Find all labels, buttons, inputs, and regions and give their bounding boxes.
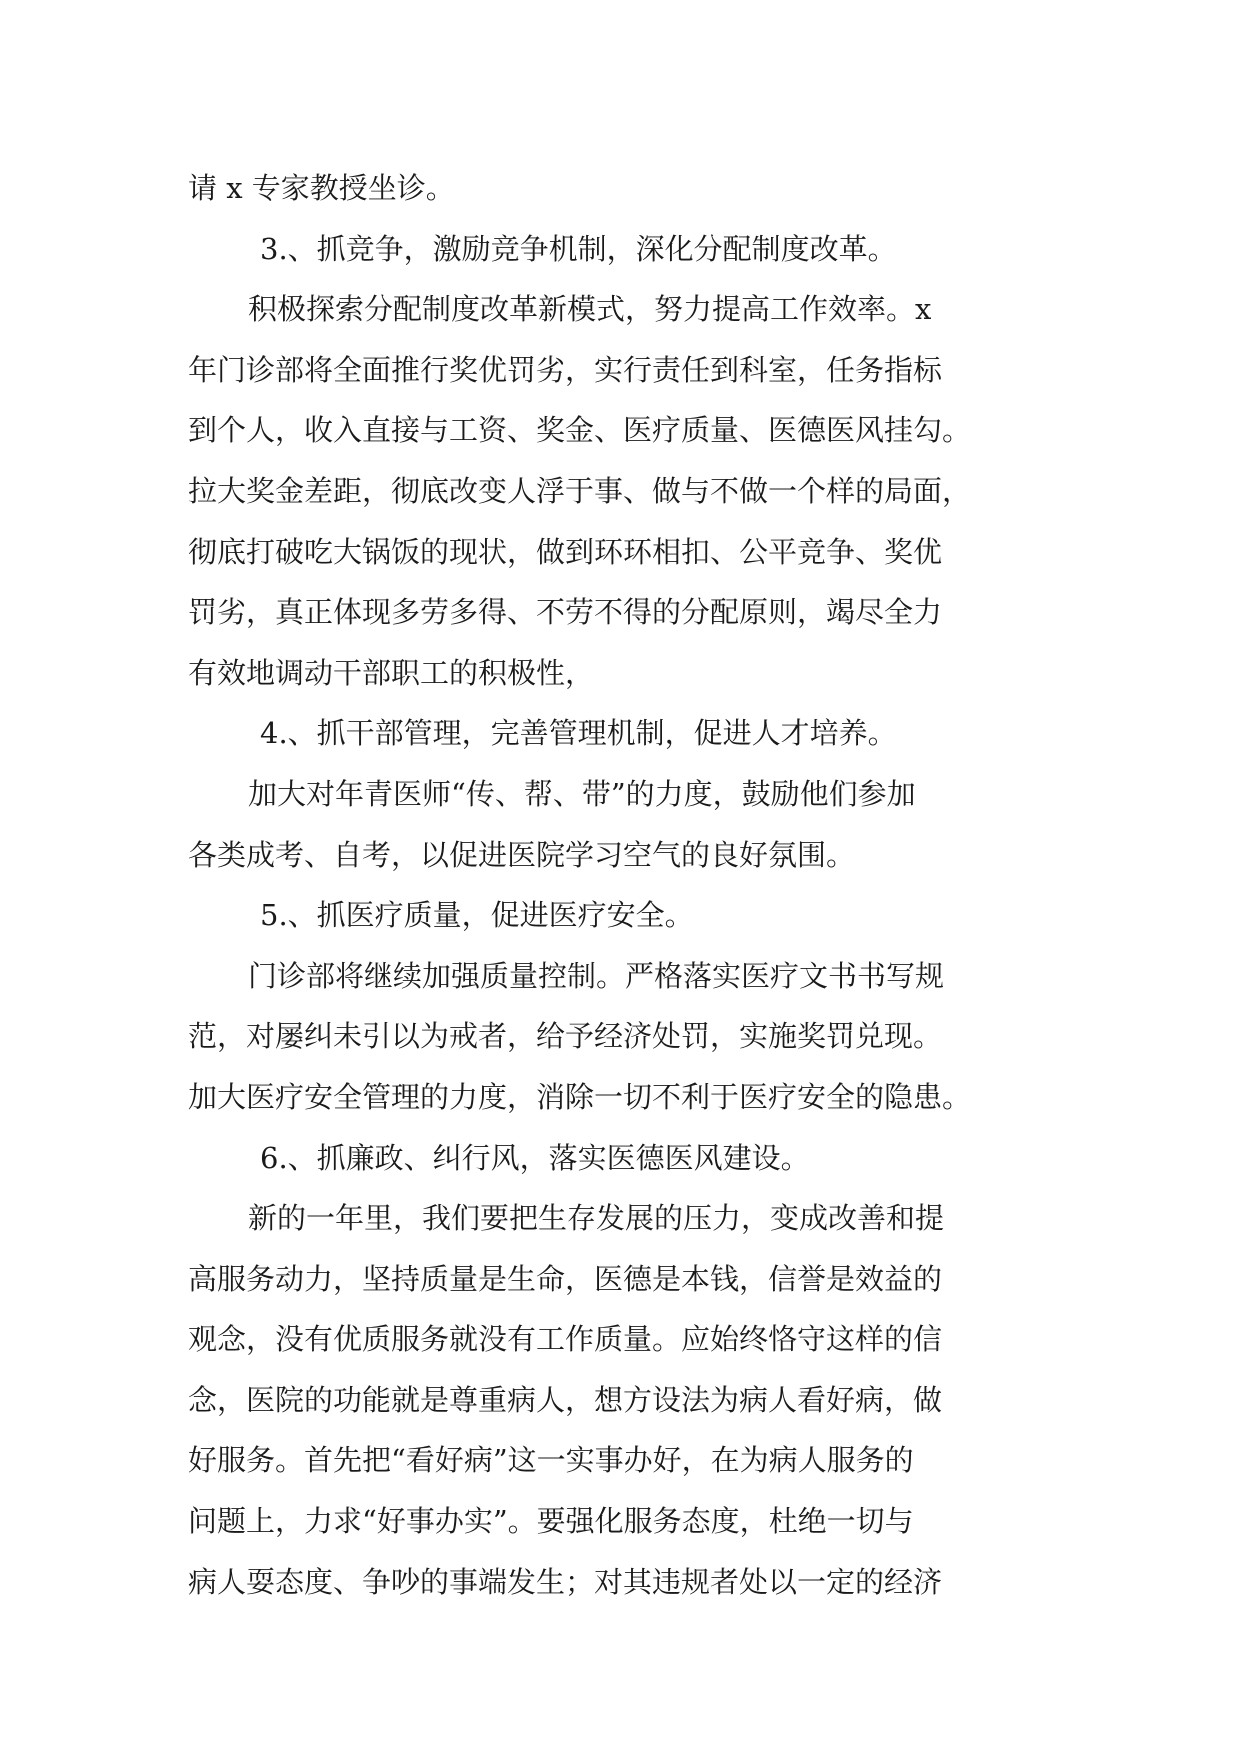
section-heading-6: 6.、抓廉政、纠行风，落实医德医风建设。 — [260, 1140, 810, 1175]
paragraph-line-15: 观念，没有优质服务就没有工作质量。应始终恪守这样的信 — [188, 1322, 943, 1357]
paragraph-line-10: 门诊部将继续加强质量控制。严格落实医疗文书书写规 — [248, 958, 945, 993]
paragraph-line-7: 有效地调动干部职工的积极性， — [188, 655, 595, 690]
paragraph-line-14: 高服务动力，坚持质量是生命，医德是本钱，信誉是效益的 — [188, 1261, 943, 1296]
paragraph-line-11: 范，对屡纠未引以为戒者，给予经济处罚，实施奖罚兑现。 — [188, 1019, 943, 1054]
paragraph-line-17: 好服务。首先把“看好病”这一实事办好，在为病人服务的 — [188, 1443, 914, 1478]
document-body — [188, 158, 1058, 1612]
paragraph-line-4: 拉大奖金差距，彻底改变人浮于事、做与不做一个样的局面， — [188, 473, 972, 508]
paragraph-line-2: 年门诊部将全面推行奖优罚劣，实行责任到科室，任务指标 — [188, 352, 943, 387]
paragraph-line-16: 念，医院的功能就是尊重病人，想方设法为病人看好病，做 — [188, 1382, 943, 1417]
paragraph-line-3: 到个人，收入直接与工资、奖金、医疗质量、医德医风挂勾。 — [188, 413, 972, 448]
section-heading-3: 3.、抓竞争，激励竞争机制，深化分配制度改革。 — [260, 231, 897, 266]
paragraph-line-9: 各类成考、自考，以促进医院学习空气的良好氛围。 — [188, 837, 856, 872]
paragraph-line-5: 彻底打破吃大锅饭的现状，做到环环相扣、公平竞争、奖优 — [188, 534, 943, 569]
paragraph-line-12: 加大医疗安全管理的力度，消除一切不利于医疗安全的隐患。 — [188, 1079, 972, 1114]
section-heading-5: 5.、抓医疗质量，促进医疗安全。 — [260, 898, 694, 933]
paragraph-line-13: 新的一年里，我们要把生存发展的压力，变成改善和提 — [248, 1201, 945, 1236]
paragraph-line-1: 积极探索分配制度改革新模式，努力提高工作效率。x — [248, 292, 932, 327]
section-heading-4: 4.、抓干部管理，完善管理机制，促进人才培养。 — [260, 716, 897, 751]
paragraph-line-8: 加大对年青医师“传、帮、带”的力度，鼓励他们参加 — [248, 776, 916, 811]
paragraph-line-19: 病人耍态度、争吵的事端发生；对其违规者处以一定的经济 — [188, 1564, 943, 1599]
paragraph-line-6: 罚劣，真正体现多劳多得、不劳不得的分配原则，竭尽全力 — [188, 595, 943, 630]
paragraph-line-18: 问题上，力求“好事办实”。要强化服务态度，杜绝一切与 — [188, 1504, 914, 1539]
text-line-1: 请 x 专家教授坐诊。 — [188, 171, 455, 205]
